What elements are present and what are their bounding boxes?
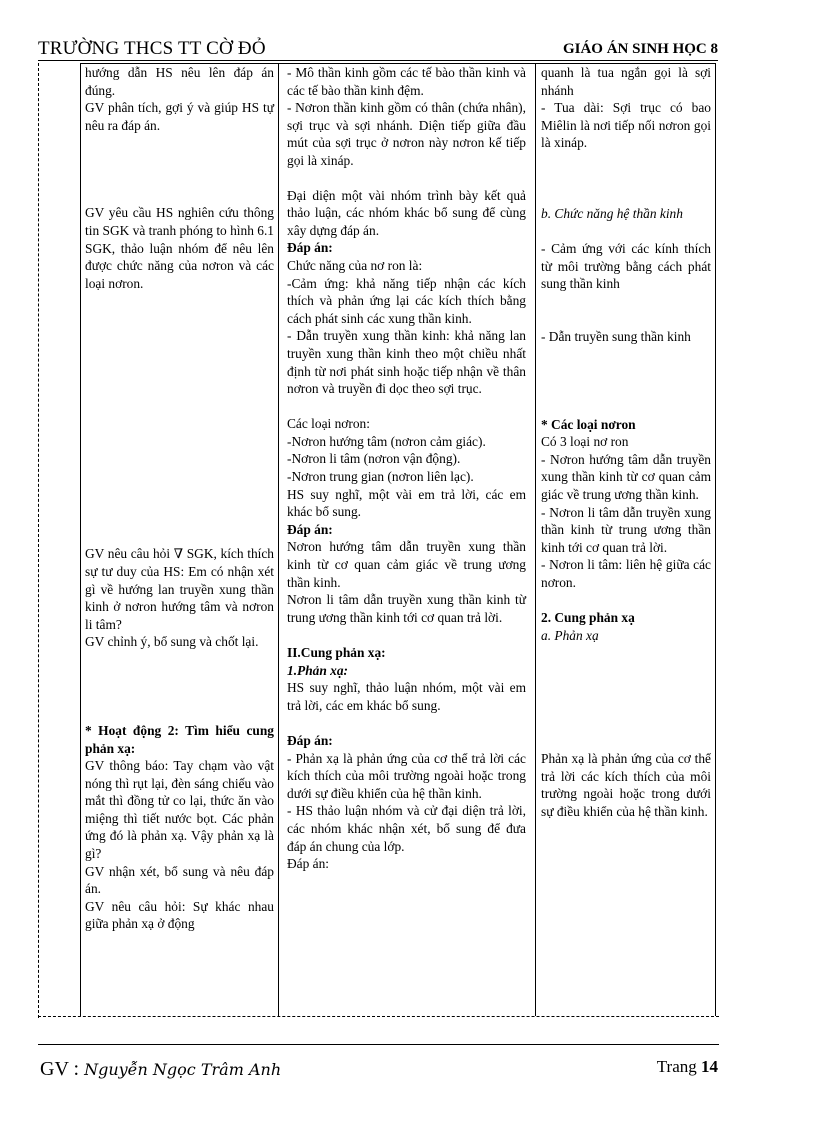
column-divider-1 xyxy=(278,64,279,1016)
student-activity-column xyxy=(287,64,526,873)
student-text: -Nơron hướng tâm (nơron cảm giác). xyxy=(287,433,486,449)
column-divider-2 xyxy=(535,64,536,1016)
teacher-text: GV nêu câu hỏi ∇ SGK, kích thích sự tư duy của HS: Em có nhận xét gì về hướng lan truyền xung thần kinh ở nơron hướng tâm và nơron li tâm? xyxy=(85,546,274,632)
content-text: - Tua dài: Sợi trục có bao Miêlin là nơi tiếp nối nơron gọi là xináp. xyxy=(541,100,711,151)
student-text: Đáp án: xyxy=(287,856,330,872)
content-text: - Cảm ứng với các kính thích từ môi trường bằng cách phát sung thần kinh xyxy=(541,241,711,292)
content-text: Phản xạ là phản ứng của cơ thể trả lời các kích thích của môi trường ngoài hoặc trong dưới sự điều khiển của hệ thần kinh. xyxy=(541,751,711,820)
footer-page xyxy=(657,1057,718,1077)
page-number: 14 xyxy=(701,1057,718,1076)
content-subheading: a. Phản xạ xyxy=(541,627,599,643)
student-text: - Nơron thần kinh gồm có thân (chứa nhân), sợi trục và sợi nhánh. Diện tiếp giữa đầu mút của sợi trục ở nơron này nơron kế tiếp gọi là xináp. xyxy=(287,100,526,168)
school-name: TRƯỜNG THCS TT CỜ ĐỎ xyxy=(38,38,266,59)
page-label: Trang xyxy=(656,1057,697,1076)
content-text: quanh là tua ngắn gọi là sợi nhánh xyxy=(541,65,711,98)
student-text: -Nơron li tâm (nơron vận động). xyxy=(287,451,461,467)
student-text: Các loại nơron: xyxy=(287,416,370,432)
teacher-text: GV phân tích, gợi ý và giúp HS tự nêu ra đáp án. xyxy=(85,100,274,133)
teacher-text: hướng dẫn HS nêu lên đáp án đúng. xyxy=(85,65,274,98)
student-text: HS suy nghĩ, thảo luận nhóm, một vài em trả lời, các em khác bổ sung. xyxy=(287,680,526,713)
student-text: - Phản xạ là phản ứng của cơ thể trả lời các kích thích của môi trường ngoài hoặc trong dưới sự điều khiển của hệ thần kinh. xyxy=(287,750,526,801)
student-text: Nơron hướng tâm dẫn truyền xung thần kinh từ cơ quan cảm giác về trung ương thần kinh. xyxy=(287,539,526,590)
content-heading: 2. Cung phản xạ xyxy=(541,610,635,626)
student-text: - Mô thần kinh gồm các tế bào thần kinh và các tế bào thần kinh đệm. xyxy=(287,65,526,98)
footer-teacher xyxy=(40,1058,281,1081)
answer-label: Đáp án: xyxy=(287,521,333,537)
student-text: HS suy nghĩ, một vài em trả lời, các em khác bổ sung. xyxy=(287,486,526,520)
student-text: Nơron li tâm dẫn truyền xung thần kinh từ trung ương thần kinh tới cơ quan trả lời. xyxy=(287,592,526,625)
teacher-text: GV thông báo: Tay chạm vào vật nóng thì rụt lại, đèn sáng chiếu vào mắt thì đồng tử co lại, thức ăn vào miệng thì tiết nước bọt. Các phản ứng đó là phản xạ. Vậy phản xạ là gì? xyxy=(85,758,274,862)
header-rule xyxy=(38,60,718,61)
teacher-text: GV yêu cầu HS nghiên cứu thông tin SGK và tranh phóng to hình 6.1 SGK, thảo luận nhóm để nêu lên được chức năng của nơron và các loại nơron. xyxy=(85,205,274,291)
student-text: Chức năng của nơ ron là: xyxy=(287,257,423,273)
student-text: - Dẫn truyền xung thần kinh: khả năng lan truyền xung thần kinh theo một chiều nhất định từ nơi phát sinh hoặc tiếp nhận về thân nơron và truyền đi dọc theo sợi trục. xyxy=(287,328,526,397)
answer-label: Đáp án: xyxy=(287,732,333,748)
answer-label: Đáp án: xyxy=(287,240,333,256)
page-header xyxy=(38,38,718,62)
teacher-label: GV : xyxy=(40,1058,80,1080)
activity-2-heading: * Hoạt động 2: Tìm hiểu cung phản xạ: xyxy=(85,722,274,756)
left-margin-dashed-line xyxy=(38,63,39,1018)
subject-title: GIÁO ÁN SINH HỌC 8 xyxy=(562,41,718,57)
content-text: Có 3 loại nơ ron xyxy=(541,434,629,450)
lesson-table xyxy=(80,63,716,1016)
student-text: -Nơron trung gian (nơron liên lạc). xyxy=(287,469,474,485)
student-text: - HS thảo luận nhóm và cử đại diện trả lời, các nhóm khác nhận xét, bổ sung để đưa đáp án chung của lớp. xyxy=(287,803,526,854)
teacher-text: GV nhận xét, bổ sung và nêu đáp án. xyxy=(85,863,274,897)
content-text: - Nơron li tâm: liên hệ giữa các nơron. xyxy=(541,557,711,590)
content-heading: * Các loại nơron xyxy=(541,416,636,432)
content-text: - Nơron li tâm dẫn truyền xung thần kinh từ trung ương thần kinh tới cơ quan trả lời. xyxy=(541,504,711,555)
content-text: - Nơron hướng tâm dẫn truyền xung thần kinh từ cơ quan cảm giác về trung ương thần kinh. xyxy=(541,451,711,502)
content-column xyxy=(541,64,711,821)
teacher-activity-column xyxy=(85,64,274,933)
student-text: Đại diện một vài nhóm trình bày kết quả thảo luận, các nhóm khác bổ sung để cùng xây dựng đáp án. xyxy=(287,187,526,238)
teacher-name: Nguyễn Ngọc Trâm Anh xyxy=(84,1060,282,1079)
subsection-heading: 1.Phản xạ: xyxy=(287,662,349,678)
student-text: -Cảm ứng: khả năng tiếp nhận các kích thích và phản ứng lại các kích thích bằng cách phát sinh các xung thần kinh. xyxy=(287,275,526,326)
content-heading: b. Chức năng hệ thần kinh xyxy=(541,205,683,221)
teacher-text: GV nêu câu hỏi: Sự khác nhau giữa phản xạ ở động xyxy=(85,898,274,932)
teacher-text: GV chỉnh ý, bổ sung và chốt lại. xyxy=(85,634,259,650)
bottom-dashed-line xyxy=(38,1016,719,1017)
section-heading: II.Cung phản xạ: xyxy=(287,645,386,660)
footer-rule xyxy=(38,1044,719,1045)
content-text: - Dẫn truyền sung thần kinh xyxy=(541,328,691,344)
